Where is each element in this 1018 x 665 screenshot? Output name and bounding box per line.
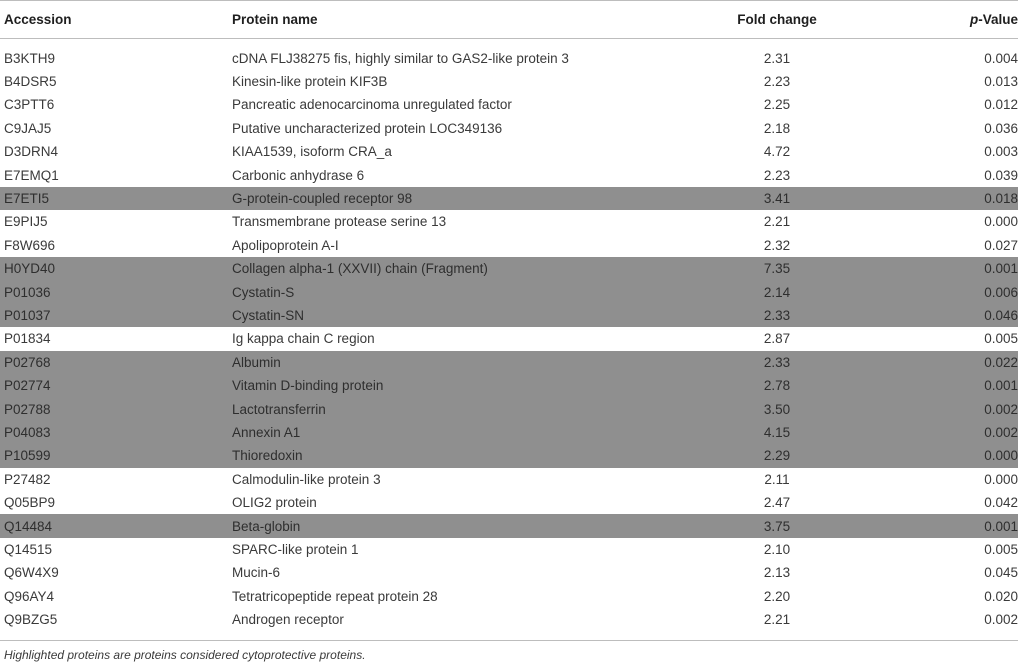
table-header-row bbox=[0, 1, 1018, 39]
cell-protein-name: Androgen receptor bbox=[232, 612, 344, 628]
cell-p-value: 0.045 bbox=[984, 565, 1018, 581]
cell-fold-change: 4.72 bbox=[763, 144, 791, 160]
cell-accession: C3PTT6 bbox=[4, 97, 55, 113]
table-row bbox=[0, 163, 1018, 186]
table-row bbox=[0, 491, 1018, 514]
cell-fold-change: 2.20 bbox=[763, 588, 791, 604]
cell-p-value: 0.012 bbox=[984, 97, 1018, 113]
cell-accession: P27482 bbox=[4, 471, 51, 487]
cell-fold-change: 2.23 bbox=[763, 167, 791, 183]
cell-p-value: 0.001 bbox=[842, 514, 1018, 537]
cell-fold-change: 2.31 bbox=[763, 50, 791, 66]
cell-p-value: 0.020 bbox=[984, 588, 1018, 604]
cell-fold-change: 2.25 bbox=[763, 97, 791, 113]
cell-fold-change: 2.11 bbox=[764, 471, 790, 487]
table-row bbox=[0, 280, 1018, 303]
cell-fold-change: 2.78 bbox=[712, 374, 842, 397]
table-row bbox=[0, 140, 1018, 163]
header-p-value-italic: p bbox=[969, 12, 979, 27]
table-row bbox=[0, 468, 1018, 491]
cell-protein-name: Lactotransferrin bbox=[232, 397, 712, 420]
table-row bbox=[0, 421, 1018, 444]
cell-fold-change: 3.41 bbox=[712, 187, 842, 210]
cell-protein-name: Ig kappa chain C region bbox=[232, 331, 375, 347]
cell-p-value: 0.004 bbox=[984, 50, 1018, 66]
cell-accession: Q96AY4 bbox=[4, 588, 55, 604]
table-row bbox=[0, 397, 1018, 420]
table-footnote: Highlighted proteins are proteins considered cytoprotective proteins. bbox=[4, 648, 366, 662]
cell-fold-change: 7.35 bbox=[712, 257, 842, 280]
cell-p-value: 0.002 bbox=[842, 421, 1018, 444]
cell-fold-change: 2.21 bbox=[763, 214, 791, 230]
cell-accession: E9PIJ5 bbox=[4, 214, 48, 230]
cell-p-value: 0.006 bbox=[842, 280, 1018, 303]
cell-fold-change: 2.33 bbox=[712, 351, 842, 374]
cell-accession: D3DRN4 bbox=[4, 144, 59, 160]
cell-fold-change: 4.15 bbox=[712, 421, 842, 444]
cell-p-value: 0.022 bbox=[842, 351, 1018, 374]
cell-p-value: 0.002 bbox=[984, 612, 1018, 628]
cell-protein-name: Kinesin-like protein KIF3B bbox=[232, 74, 388, 90]
cell-protein-name: G-protein-coupled receptor 98 bbox=[232, 187, 712, 210]
table-row bbox=[0, 70, 1018, 93]
header-p-value-suffix: -Value bbox=[978, 12, 1018, 27]
cell-accession: E7ETI5 bbox=[0, 187, 232, 210]
cell-fold-change: 2.14 bbox=[712, 280, 842, 303]
cell-protein-name: Cystatin-SN bbox=[232, 304, 712, 327]
cell-p-value: 0.003 bbox=[984, 144, 1018, 160]
table-row bbox=[0, 608, 1018, 631]
cell-protein-name: OLIG2 protein bbox=[232, 495, 317, 511]
cell-accession: P04083 bbox=[0, 421, 232, 444]
cell-fold-change: 2.47 bbox=[763, 495, 791, 511]
cell-protein-name: Vitamin D-binding protein bbox=[232, 374, 712, 397]
table-row bbox=[0, 351, 1018, 374]
cell-fold-change: 2.18 bbox=[763, 120, 791, 136]
table-row bbox=[0, 561, 1018, 584]
table-row bbox=[0, 187, 1018, 210]
cell-accession: F8W696 bbox=[4, 237, 56, 253]
cell-fold-change: 2.13 bbox=[763, 565, 791, 581]
cell-accession: B3KTH9 bbox=[4, 50, 56, 66]
cell-protein-name: Pancreatic adenocarcinoma unregulated factor bbox=[232, 97, 512, 113]
table-row bbox=[0, 538, 1018, 561]
cell-p-value: 0.000 bbox=[984, 214, 1018, 230]
cell-accession: Q14484 bbox=[0, 514, 232, 537]
cell-p-value: 0.039 bbox=[984, 167, 1018, 183]
cell-protein-name: Apolipoprotein A-I bbox=[232, 237, 339, 253]
cell-p-value: 0.036 bbox=[984, 120, 1018, 136]
cell-p-value: 0.027 bbox=[984, 237, 1018, 253]
cell-p-value: 0.005 bbox=[984, 541, 1018, 557]
cell-fold-change: 2.87 bbox=[763, 331, 791, 347]
cell-fold-change: 2.29 bbox=[712, 444, 842, 467]
cell-protein-name: Collagen alpha-1 (XXVII) chain (Fragment) bbox=[232, 257, 712, 280]
table-row bbox=[0, 304, 1018, 327]
cell-protein-name: Calmodulin-like protein 3 bbox=[232, 471, 381, 487]
cell-accession: P02788 bbox=[0, 397, 232, 420]
cell-fold-change: 3.75 bbox=[712, 514, 842, 537]
cell-fold-change: 2.23 bbox=[763, 74, 791, 90]
cell-accession: Q6W4X9 bbox=[4, 565, 59, 581]
table-row bbox=[0, 584, 1018, 607]
cell-fold-change: 2.10 bbox=[763, 541, 791, 557]
table-row bbox=[0, 257, 1018, 280]
cell-accession: Q9BZG5 bbox=[4, 612, 58, 628]
cell-accession: P01834 bbox=[4, 331, 51, 347]
table-row bbox=[0, 514, 1018, 537]
cell-protein-name: Albumin bbox=[232, 351, 712, 374]
cell-p-value: 0.001 bbox=[842, 257, 1018, 280]
table-row bbox=[0, 39, 1018, 70]
cell-accession: H0YD40 bbox=[0, 257, 232, 280]
bottom-rule bbox=[0, 640, 1018, 641]
header-protein-name: Protein name bbox=[232, 12, 318, 27]
cell-protein-name: Tetratricopeptide repeat protein 28 bbox=[232, 588, 438, 604]
cell-fold-change: 2.32 bbox=[763, 237, 791, 253]
cell-fold-change: 3.50 bbox=[712, 397, 842, 420]
table-row bbox=[0, 117, 1018, 140]
cell-accession: P01036 bbox=[0, 280, 232, 303]
cell-fold-change: 2.21 bbox=[763, 612, 791, 628]
table-row bbox=[0, 444, 1018, 467]
cell-p-value: 0.018 bbox=[842, 187, 1018, 210]
cell-accession: B4DSR5 bbox=[4, 74, 57, 90]
cell-p-value: 0.005 bbox=[984, 331, 1018, 347]
cell-accession: P10599 bbox=[0, 444, 232, 467]
header-fold-change: Fold change bbox=[737, 12, 817, 27]
cell-p-value: 0.042 bbox=[984, 495, 1018, 511]
cell-accession: P02768 bbox=[0, 351, 232, 374]
table-row bbox=[0, 210, 1018, 233]
cell-protein-name: cDNA FLJ38275 fis, highly similar to GAS2-like protein 3 bbox=[232, 50, 569, 66]
table-row bbox=[0, 374, 1018, 397]
cell-protein-name: Putative uncharacterized protein LOC349136 bbox=[232, 120, 503, 136]
table-row bbox=[0, 327, 1018, 350]
table-row bbox=[0, 234, 1018, 257]
cell-accession: E7EMQ1 bbox=[4, 167, 59, 183]
cell-protein-name: KIAA1539, isoform CRA_a bbox=[232, 144, 392, 160]
header-p-value bbox=[842, 1, 1018, 39]
cell-protein-name: Annexin A1 bbox=[232, 421, 712, 444]
cell-protein-name: Beta-globin bbox=[232, 514, 712, 537]
cell-protein-name: Transmembrane protease serine 13 bbox=[232, 214, 447, 230]
cell-accession: Q05BP9 bbox=[4, 495, 56, 511]
header-accession: Accession bbox=[4, 12, 72, 27]
cell-accession: P01037 bbox=[0, 304, 232, 327]
cell-p-value: 0.002 bbox=[842, 397, 1018, 420]
table-row bbox=[0, 93, 1018, 116]
table-body bbox=[0, 39, 1018, 632]
cell-accession: C9JAJ5 bbox=[4, 120, 52, 136]
cell-protein-name: Mucin-6 bbox=[232, 565, 281, 581]
cell-p-value: 0.046 bbox=[842, 304, 1018, 327]
cell-protein-name: SPARC-like protein 1 bbox=[232, 541, 359, 557]
cell-accession: P02774 bbox=[0, 374, 232, 397]
cell-p-value: 0.013 bbox=[984, 74, 1018, 90]
cell-p-value: 0.000 bbox=[984, 471, 1018, 487]
cell-protein-name: Carbonic anhydrase 6 bbox=[232, 167, 365, 183]
cell-fold-change: 2.33 bbox=[712, 304, 842, 327]
cell-p-value: 0.001 bbox=[842, 374, 1018, 397]
cell-protein-name: Thioredoxin bbox=[232, 444, 712, 467]
cell-protein-name: Cystatin-S bbox=[232, 280, 712, 303]
cell-accession: Q14515 bbox=[4, 541, 53, 557]
cell-p-value: 0.000 bbox=[842, 444, 1018, 467]
